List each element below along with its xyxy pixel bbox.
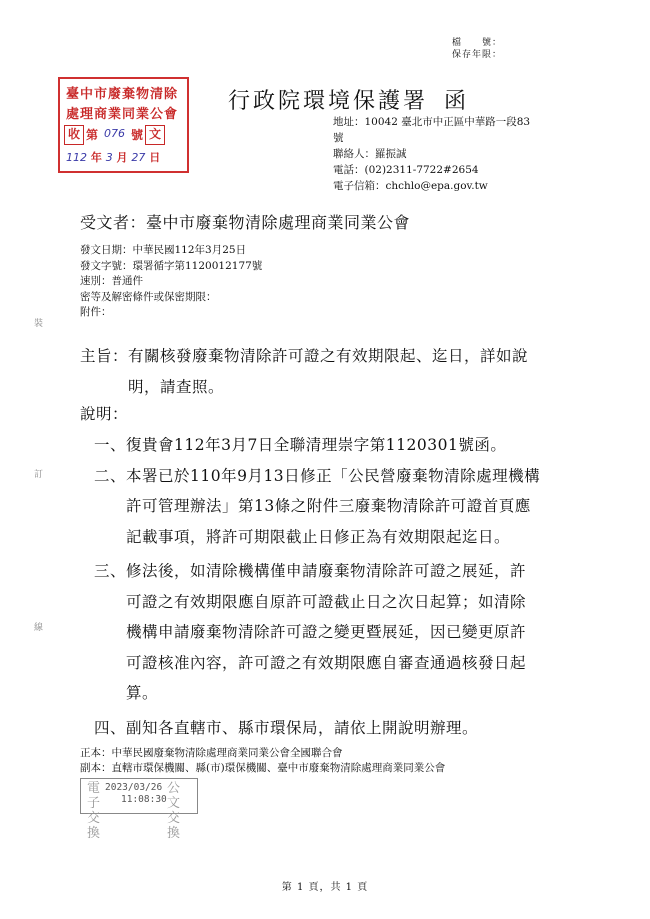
margin-mark-ding: 訂	[34, 470, 44, 480]
contact-phone: 電話：(02)2311-7722#2654	[333, 164, 479, 176]
stamp-date-nian: 年	[90, 151, 102, 164]
item-line: 修法後，如清除機構僅申請廢棄物清除許可證之展延，許	[126, 562, 527, 580]
subject	[80, 341, 528, 403]
item-line: 可證之有效期限應自原許可證截止日之次日起算；如清除	[126, 592, 527, 611]
explanation-item	[94, 556, 594, 709]
seal-time: 11:08:30	[121, 794, 167, 805]
item-number: 二、	[94, 466, 127, 485]
recipient: 受文者：臺中市廢棄物清除處理商業同業公會	[80, 213, 411, 232]
receipt-stamp	[58, 77, 189, 173]
contact-address-cont: 號	[333, 132, 344, 144]
item-number: 三、	[94, 562, 127, 580]
contact-person: 聯絡人：羅振誠	[333, 148, 407, 160]
item-number: 一、	[94, 436, 127, 454]
margin-mark-zhuang: 裝	[34, 319, 44, 329]
explanation-item	[94, 461, 594, 553]
agency-name: 行政院環境保護署	[228, 89, 429, 114]
doc-type: 函	[444, 89, 470, 114]
doc-number: 發文字號：環署循字第1120012177號	[80, 259, 263, 272]
item-number: 四、	[94, 718, 127, 737]
stamp-number: 076	[104, 127, 126, 140]
agency-title	[228, 84, 469, 115]
file-number-label: 檔 號：	[452, 38, 503, 48]
stamp-wen: 文	[145, 125, 165, 145]
item-line: 可證核准內容，許可證之有效期限應自審查通過核發日起	[126, 653, 527, 672]
stamp-number-row	[64, 125, 181, 145]
stamp-org-line1: 臺中市廢棄物清除	[66, 87, 179, 102]
seal-right-chars: 公文交換	[167, 781, 183, 841]
item-line: 記載事項，將許可期限截止日修正為有效期限起迄日。	[126, 527, 511, 546]
doc-secret: 密等及解密條件或保密期限：	[80, 290, 217, 303]
stamp-date-day: 27	[131, 151, 146, 164]
doc-speed: 速別：普通件	[80, 275, 143, 287]
explanation-list	[94, 430, 594, 743]
doc-meta	[80, 243, 262, 321]
main-copy: 正本：中華民國廢棄物清除處理商業同業公會全國聯合會	[80, 747, 343, 759]
item-line: 許可管理辦法」第13條之附件三廢棄物清除許可證首頁應	[126, 497, 531, 515]
item-line: 副知各直轄市、縣市環保局，請依上開說明辦理。	[126, 718, 479, 737]
subject-line1: 有關核發廢棄物清除許可證之有效期限起、迄日，詳如說	[128, 347, 529, 365]
exchange-seal	[80, 778, 198, 841]
stamp-date-year: 112	[66, 151, 87, 164]
stamp-di: 第	[86, 128, 99, 142]
subject-line2: 明，請查照。	[128, 378, 225, 396]
stamp-date-ri: 日	[149, 151, 161, 164]
item-line: 機構申請廢棄物清除許可證之變更暨展延，因已變更原許	[126, 623, 527, 641]
stamp-org-line2: 處理商業同業公會	[66, 107, 179, 122]
carbon-copy: 副本：直轄市環保機關、縣(市)環保機關、臺中市廢棄物清除處理商業同業公會	[80, 762, 446, 774]
seal-date: 2023/03/26	[105, 782, 163, 793]
stamp-date-yue: 月	[116, 151, 128, 164]
page-number: 第 1 頁，共 1 頁	[281, 882, 369, 893]
stamp-hao: 號	[131, 128, 144, 142]
contact-block	[333, 114, 583, 194]
stamp-date-month: 3	[105, 151, 113, 164]
item-line: 算。	[126, 684, 159, 702]
margin-mark-xian: 線	[34, 623, 44, 633]
doc-date: 發文日期：中華民國112年3月25日	[80, 244, 247, 256]
contact-email: 電子信箱：chchlo@epa.gov.tw	[333, 180, 488, 192]
contact-address: 地址：10042 臺北市中正區中華路一段83	[333, 116, 531, 128]
explanation-item	[94, 713, 594, 744]
explanation-label: 說明：	[80, 405, 129, 423]
retention-label: 保存年限：	[452, 50, 503, 60]
item-line: 本署已於110年9月13日修正「公民營廢棄物清除處理機構	[126, 466, 541, 485]
doc-attachment: 附件：	[80, 306, 112, 318]
item-line: 復貴會112年3月7日全聯清理崇字第1120301號函。	[126, 436, 507, 454]
explanation-item	[94, 430, 594, 461]
stamp-date	[66, 149, 160, 165]
seal-left-chars: 電子交換	[87, 781, 103, 841]
subject-label: 主旨：	[80, 347, 129, 365]
distribution	[80, 746, 445, 776]
stamp-recv: 收	[64, 125, 84, 145]
